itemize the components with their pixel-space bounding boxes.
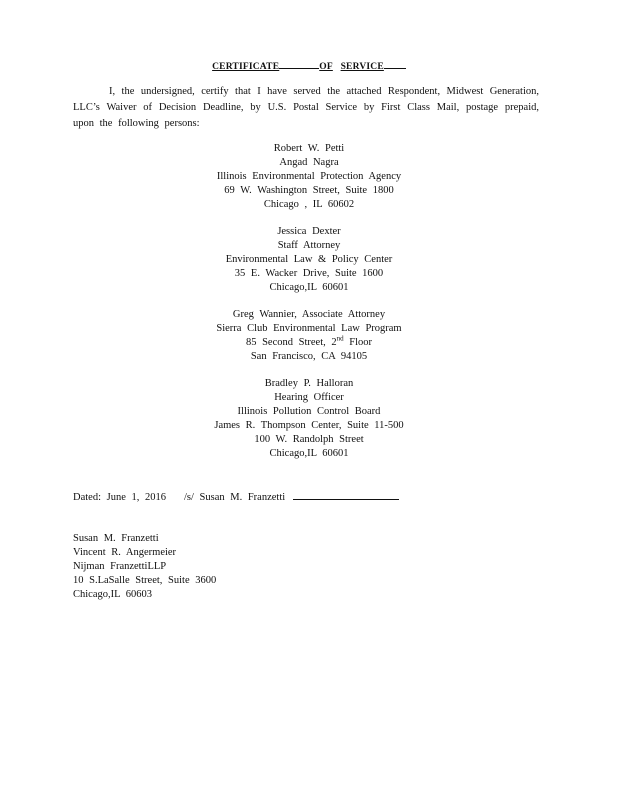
signer-line: Susan M. Franzetti bbox=[73, 533, 159, 544]
recipient-block-wannier bbox=[0, 308, 618, 364]
floor-word: Floor bbox=[349, 337, 373, 348]
recipient-block-halloran bbox=[0, 377, 618, 461]
recipient-line: Chicago , IL 60602 bbox=[263, 199, 355, 210]
recipient-line: San Francisco, CA 94105 bbox=[250, 351, 368, 362]
recipient-line: Hearing Officer bbox=[274, 392, 344, 403]
recipient-line: Jessica Dexter bbox=[277, 226, 341, 237]
recipient-line: Angad Nagra bbox=[279, 157, 339, 168]
recipient-line: Bradley P. Halloran bbox=[264, 378, 354, 389]
title-underline-gap bbox=[279, 60, 319, 69]
street-text: 85 Second Street, 2 bbox=[245, 337, 337, 348]
certification-paragraph bbox=[73, 84, 539, 132]
recipient-line: Greg Wannier, Associate Attorney bbox=[232, 309, 386, 320]
title-underline-tail bbox=[384, 60, 406, 69]
recipient-list bbox=[0, 142, 618, 474]
title-word-of: OF bbox=[319, 62, 333, 72]
recipient-line: Sierra Club Environmental Law Program bbox=[216, 323, 402, 334]
dated-signature-line bbox=[73, 489, 399, 503]
certification-text: I, the undersigned, certify that I have served the attached Respondent, Midwest Generation, LLC’s Waiver of Decision Deadline, by U.S. Postal Service by First Class Mail, postage prepaid, upon the following persons: bbox=[73, 86, 539, 129]
signer-line: Nijman FranzettiLLP bbox=[73, 561, 167, 572]
recipient-line: Illinois Pollution Control Board bbox=[237, 406, 381, 417]
document-title bbox=[0, 60, 618, 72]
title-word-certificate: CERTIFICATE bbox=[212, 62, 280, 72]
recipient-line: Environmental Law & Policy Center bbox=[225, 254, 393, 265]
recipient-block-dexter bbox=[0, 225, 618, 295]
signer-block bbox=[73, 532, 216, 602]
date-text: Dated: June 1, 2016 bbox=[73, 492, 166, 503]
signer-line: 10 S.LaSalle Street, Suite 3600 bbox=[73, 575, 217, 586]
signer-line: Vincent R. Angermeier bbox=[73, 547, 177, 558]
recipient-line: Chicago,IL 60601 bbox=[269, 448, 349, 459]
title-word-service: SERVICE bbox=[340, 62, 384, 72]
signature-rule bbox=[293, 489, 399, 500]
signature-text: /s/ Susan M. Franzetti bbox=[184, 492, 286, 503]
recipient-line: Illinois Environmental Protection Agency bbox=[216, 171, 402, 182]
recipient-line: Robert W. Petti bbox=[273, 143, 345, 154]
recipient-line bbox=[0, 336, 618, 350]
recipient-block-petti bbox=[0, 142, 618, 212]
recipient-line: Staff Attorney bbox=[277, 240, 341, 251]
recipient-line: 100 W. Randolph Street bbox=[254, 434, 364, 445]
floor-superscript: nd bbox=[336, 334, 344, 343]
signer-line: Chicago,IL 60603 bbox=[73, 589, 153, 600]
recipient-line: 35 E. Wacker Drive, Suite 1600 bbox=[234, 268, 384, 279]
recipient-line: Chicago,IL 60601 bbox=[269, 282, 349, 293]
recipient-line: James R. Thompson Center, Suite 11-500 bbox=[214, 420, 404, 431]
recipient-line: 69 W. Washington Street, Suite 1800 bbox=[224, 185, 394, 196]
